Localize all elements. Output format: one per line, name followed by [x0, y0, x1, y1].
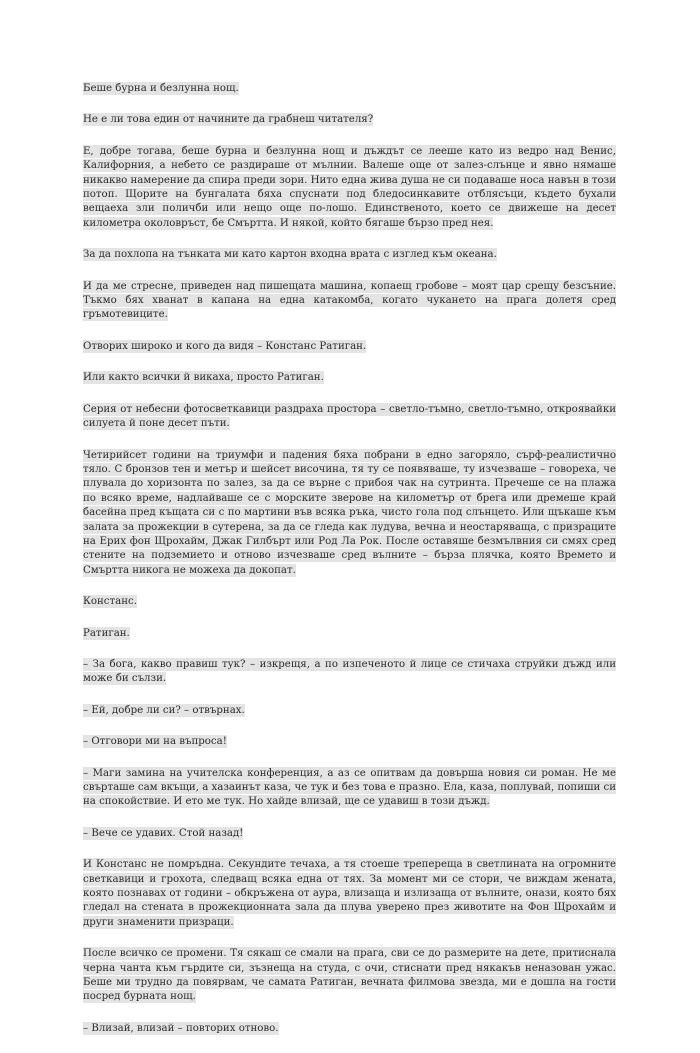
paragraph	[83, 1022, 616, 1036]
paragraph	[83, 658, 616, 687]
paragraph	[83, 947, 616, 1005]
paragraph	[83, 595, 616, 609]
paragraph-text: – Вече се удавих. Стой назад!	[83, 827, 244, 839]
paragraph-text: Беше бурна и безлунна нощ.	[83, 83, 239, 94]
paragraph-text: Отворих широко и кого да видя – Констанс Ратиган.	[83, 340, 367, 352]
paragraph	[83, 371, 616, 385]
paragraph	[83, 627, 616, 641]
paragraph	[83, 858, 616, 930]
paragraph	[83, 767, 616, 810]
paragraph	[83, 113, 616, 127]
paragraph	[83, 248, 616, 262]
paragraph-text: Серия от небесни фотосветкавици раздраха простора – светло-тъмно, светло-тъмно, откроявайки силуета й поне десет пъти.	[83, 403, 616, 430]
paragraph	[83, 340, 616, 354]
paragraph-text: Или както всички й викаха, просто Ратиган.	[83, 372, 324, 384]
paragraph-text: – За бога, какво правиш тук? – изкрещя, а по изпеченото й лице се стичаха струйки дъжд или може би сълзи.	[83, 658, 616, 685]
paragraph-text: Констанс.	[83, 596, 137, 608]
paragraph-text: Е, добре тогава, беше бурна и безлунна нощ и дъждът се лееше като из ведро над Венис, Калифорния, а небето се раздираше от мълнии. Валеше още от залез-слънце и явно нямаше никакво намерение да спира преди зори. Нито една жива душа не си подаваше носа навън в този потоп. Щорите на бунгалата бяха спуснати под бледосинкавите отблясъци, където бухали вещаеха зли поличби или нещо още по-лошо. Единственото, което се движеше на десет километра околовръст, бе Смъртта. И някой, който бягаше бързо пред нея.	[83, 145, 616, 229]
paragraph-text: Не е ли това един от начините да грабнеш читателя?	[83, 114, 374, 126]
paragraph-text: После всичко се промени. Тя сякаш се смали на прага, сви се до размерите на дете, притиснала черна чанта към гърдите си, зъзнеща на студа, с очи, стиснати пред някакъв неназован ужас. Беше ми трудно да повярвам, че самата Ратиган, вечната филмова звезда, ми е дошла на гости посред бурната нощ.	[83, 948, 616, 1003]
paragraph	[83, 403, 616, 432]
paragraph	[83, 735, 616, 749]
paragraph-text: – Отговори ми на въпроса!	[83, 736, 227, 748]
paragraph-text: За да похлопа на тънката ми като картон входна врата с изглед към океана.	[83, 249, 497, 261]
paragraph	[83, 145, 616, 231]
paragraph-text: – Маги замина на учителска конференция, а аз се опитвам да довърша новия си роман. Не ме свърташе сам вкъщи, а хазаинът каза, че тук и без това е празно. Ела, каза, поплувай, попиши си на спокойствие. И ето ме тук. Но хайде влизай, ще се удавиш в този дъжд.	[83, 767, 616, 808]
paragraph	[83, 704, 616, 718]
paragraph	[83, 280, 616, 323]
paragraph-text: Ратиган.	[83, 627, 130, 639]
paragraph	[83, 827, 616, 841]
paragraph-text: – Влизай, влизай – повторих отново.	[83, 1022, 279, 1034]
paragraph-text: – Ей, добре ли си? – отвърнах.	[83, 704, 245, 716]
paragraph	[83, 82, 616, 96]
document-body	[83, 82, 616, 1053]
paragraph-text: И да ме стресне, приведен над пишещата машина, копаещ гробове – моят цар срещу безсъние. Тъкмо бях хванат в капана на една катакомба, когато чукането на прага долетя сред гръмотевиците.	[83, 280, 616, 321]
paragraph	[83, 449, 616, 579]
paragraph-text: Четирийсет години на триумфи и падения бяха побрани в едно загоряло, сърф-реалистично тяло. С бронзов тен и метър и шейсет височина, тя ту се появяваше, ту изчезваше – говореха, че плувала до хоризонта по залез, за да се върне с прибоя чак на сутринта. Пречеше се на плажа по всяко време, надлайваше се с морските зверове на километър от брега или дремеше край басейна пред къщата си с по мартини във всяка ръка, чисто гола под слънцето. Или щъкаше към залата за прожекции в сутерена, за да се гледа как лудува, вечна и неостаряваща, с призраците на Ерих фон Щрохайм, Джак Гилбърт или Род Ла Рок. После оставяше безмълвния си смях сред стените на подземието и отново изчезваше сред вълните – бърза плячка, която Времето и Смъртта никога не можеха да докопат.	[83, 449, 616, 576]
paragraph-text: И Констанс не помръдна. Секундите течаха, а тя стоеше трепереща в светлината на огромните светкавици и грохота, следващ всяка една от тях. За момент ми се стори, че виждам жената, която познавах от години – обкръжена от аура, влизаща и излизаща от вълните, онази, която бях гледал на стената в прожекционната зала да плува уверено през животите на Фон Щрохайм и други знаменити призраци.	[83, 859, 616, 928]
